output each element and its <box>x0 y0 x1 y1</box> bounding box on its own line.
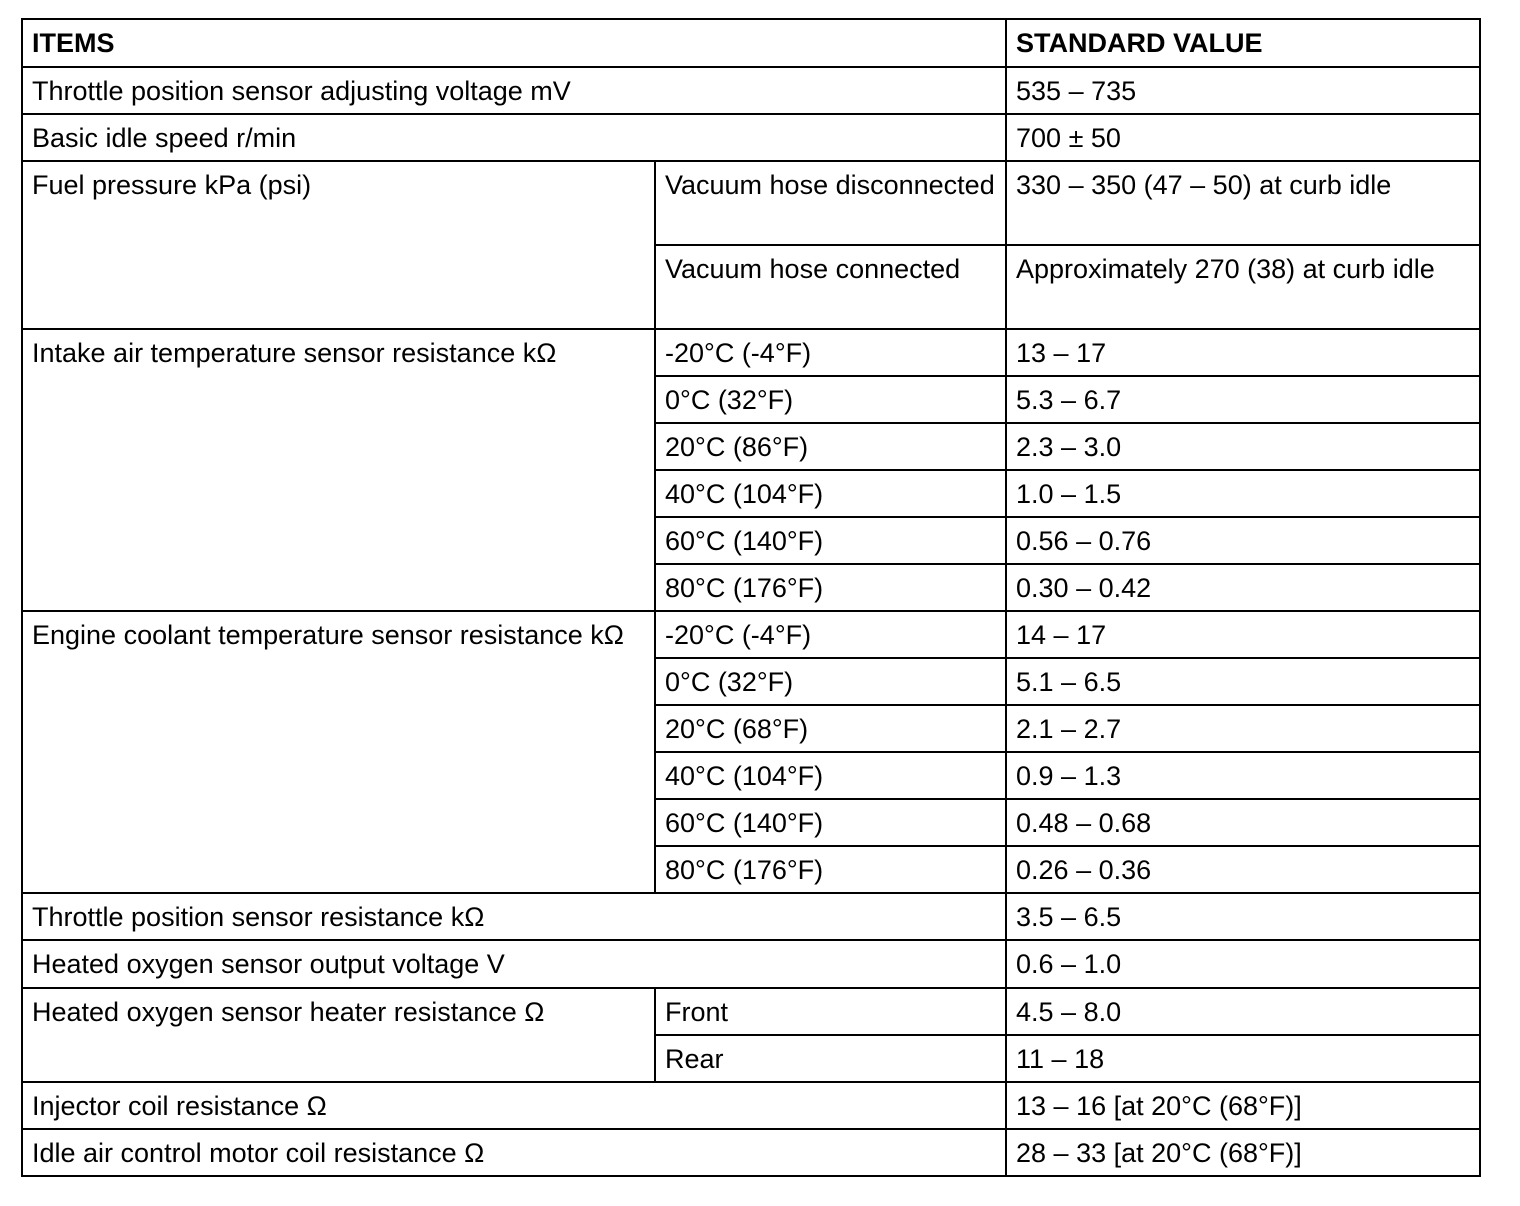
value-cell: 3.5 – 6.5 <box>1006 893 1480 940</box>
value-cell: 0.9 – 1.3 <box>1006 752 1480 799</box>
table-row <box>22 114 1480 161</box>
condition-cell: 60°C (140°F) <box>655 517 1006 564</box>
value-cell: 11 – 18 <box>1006 1035 1480 1082</box>
value-cell: 13 – 17 <box>1006 329 1480 376</box>
condition-cell: 80°C (176°F) <box>655 564 1006 611</box>
value-cell: 0.6 – 1.0 <box>1006 940 1480 988</box>
header-row <box>22 19 1480 67</box>
condition-cell: Vacuum hose connected <box>655 245 1006 329</box>
item-cell: Heated oxygen sensor output voltage V <box>22 940 1006 988</box>
value-cell: 13 – 16 [at 20°C (68°F)] <box>1006 1082 1480 1129</box>
table-row <box>22 329 1480 376</box>
value-cell: 700 ± 50 <box>1006 114 1480 161</box>
table-row <box>22 1129 1480 1176</box>
condition-cell: 80°C (176°F) <box>655 846 1006 893</box>
header-items: ITEMS <box>22 19 1006 67</box>
value-cell: 0.30 – 0.42 <box>1006 564 1480 611</box>
value-cell: 0.26 – 0.36 <box>1006 846 1480 893</box>
item-cell: Throttle position sensor adjusting voltage mV <box>22 67 1006 114</box>
condition-cell: Rear <box>655 1035 1006 1082</box>
item-cell: Heated oxygen sensor heater resistance Ω <box>22 988 655 1082</box>
condition-cell: 40°C (104°F) <box>655 470 1006 517</box>
item-cell: Engine coolant temperature sensor resistance kΩ <box>22 611 655 893</box>
table-row <box>22 611 1480 658</box>
item-cell: Injector coil resistance Ω <box>22 1082 1006 1129</box>
condition-cell: -20°C (-4°F) <box>655 611 1006 658</box>
table-row <box>22 161 1480 245</box>
condition-cell: Vacuum hose disconnected <box>655 161 1006 245</box>
condition-cell: 20°C (68°F) <box>655 705 1006 752</box>
value-cell: 0.56 – 0.76 <box>1006 517 1480 564</box>
table-row <box>22 67 1480 114</box>
value-cell: 330 – 350 (47 – 50) at curb idle <box>1006 161 1480 245</box>
item-cell: Throttle position sensor resistance kΩ <box>22 893 1006 940</box>
item-cell: Fuel pressure kPa (psi) <box>22 161 655 329</box>
value-cell: Approximately 270 (38) at curb idle <box>1006 245 1480 329</box>
value-cell: 5.3 – 6.7 <box>1006 376 1480 423</box>
table-row <box>22 988 1480 1035</box>
condition-cell: 0°C (32°F) <box>655 658 1006 705</box>
specification-table <box>21 18 1481 1177</box>
value-cell: 1.0 – 1.5 <box>1006 470 1480 517</box>
condition-cell: -20°C (-4°F) <box>655 329 1006 376</box>
value-cell: 2.1 – 2.7 <box>1006 705 1480 752</box>
value-cell: 4.5 – 8.0 <box>1006 988 1480 1035</box>
table-row <box>22 940 1480 988</box>
condition-cell: 0°C (32°F) <box>655 376 1006 423</box>
header-standard-value: STANDARD VALUE <box>1006 19 1480 67</box>
item-cell: Basic idle speed r/min <box>22 114 1006 161</box>
table-row <box>22 893 1480 940</box>
item-cell: Idle air control motor coil resistance Ω <box>22 1129 1006 1176</box>
value-cell: 2.3 – 3.0 <box>1006 423 1480 470</box>
condition-cell: 60°C (140°F) <box>655 799 1006 846</box>
condition-cell: Front <box>655 988 1006 1035</box>
value-cell: 28 – 33 [at 20°C (68°F)] <box>1006 1129 1480 1176</box>
item-cell: Intake air temperature sensor resistance kΩ <box>22 329 655 611</box>
value-cell: 5.1 – 6.5 <box>1006 658 1480 705</box>
condition-cell: 20°C (86°F) <box>655 423 1006 470</box>
value-cell: 14 – 17 <box>1006 611 1480 658</box>
condition-cell: 40°C (104°F) <box>655 752 1006 799</box>
value-cell: 0.48 – 0.68 <box>1006 799 1480 846</box>
table-row <box>22 1082 1480 1129</box>
value-cell: 535 – 735 <box>1006 67 1480 114</box>
